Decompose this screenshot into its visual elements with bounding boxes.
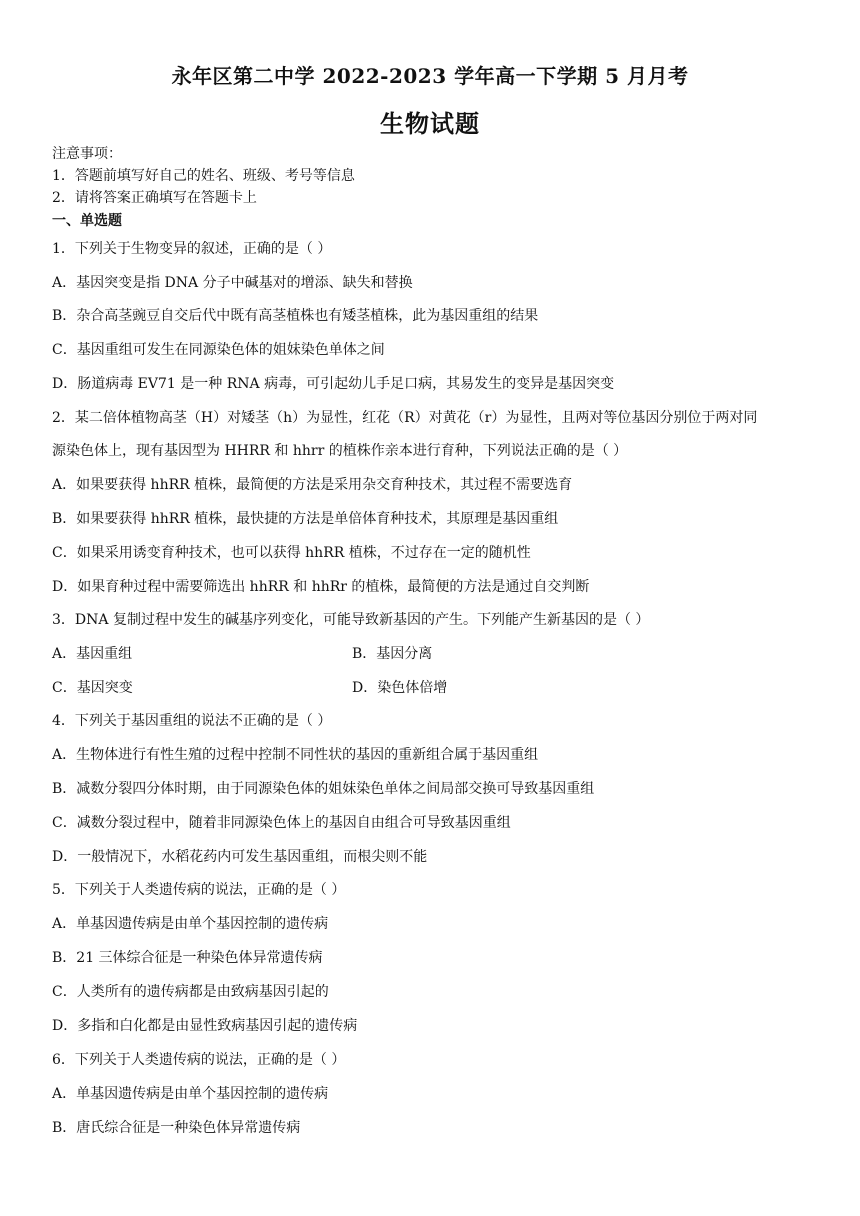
note-item: 2．请将答案正确填写在答题卡上 <box>52 190 257 206</box>
option: D．肠道病毒 EV71 是一种 RNA 病毒，可引起幼儿手足口病，其易发生的变异是基因突变 <box>52 376 615 392</box>
question-stem: 6．下列关于人类遗传病的说法，正确的是（ ） <box>52 1052 346 1068</box>
option: A．如果要获得 hhRR 植株，最简便的方法是采用杂交育种技术，其过程不需要选育 <box>52 477 573 493</box>
option: A．单基因遗传病是由单个基因控制的遗传病 <box>52 1086 329 1102</box>
option: D．多指和白化都是由显性致病基因引起的遗传病 <box>52 1018 358 1034</box>
note-item: 1．答题前填写好自己的姓名、班级、考号等信息 <box>52 168 355 184</box>
option: D．如果育种过程中需要筛选出 hhRR 和 hhRr 的植株，最简便的方法是通过自交判断 <box>52 579 590 595</box>
option: C．如果采用诱变育种技术，也可以获得 hhRR 植株，不过存在一定的随机性 <box>52 545 531 561</box>
option: B．减数分裂四分体时期，由于同源染色体的姐妹染色单体之间局部交换可导致基因重组 <box>52 781 595 797</box>
option: B．基因分离 <box>352 646 433 662</box>
question-stem: 3．DNA 复制过程中发生的碱基序列变化，可能导致新基因的产生。下列能产生新基因的是（ ） <box>52 612 650 628</box>
option: C．基因突变 <box>52 680 133 696</box>
option: A．基因突变是指 DNA 分子中碱基对的增添、缺失和替换 <box>52 275 413 291</box>
question-stem: 5．下列关于人类遗传病的说法，正确的是（ ） <box>52 882 346 898</box>
option: A．单基因遗传病是由单个基因控制的遗传病 <box>52 916 329 932</box>
option: C．基因重组可发生在同源染色体的姐妹染色单体之间 <box>52 342 385 358</box>
option: A．基因重组 <box>52 646 133 662</box>
section-heading: 一、单选题 <box>52 213 122 229</box>
question-stem: 1．下列关于生物变异的叙述，正确的是（ ） <box>52 241 332 257</box>
option: C．减数分裂过程中，随着非同源染色体上的基因自由组合可导致基因重组 <box>52 815 511 831</box>
option: B．唐氏综合征是一种染色体异常遗传病 <box>52 1120 301 1136</box>
option: B．如果要获得 hhRR 植株，最快捷的方法是单倍体育种技术，其原理是基因重组 <box>52 511 559 527</box>
option: D．一般情况下，水稻花药内可发生基因重组，而根尖则不能 <box>52 849 428 865</box>
option: B．杂合高茎豌豆自交后代中既有高茎植株也有矮茎植株，此为基因重组的结果 <box>52 308 539 324</box>
question-stem: 源染色体上，现有基因型为 HHRR 和 hhrr 的植株作亲本进行育种，下列说法正确的是（ ） <box>52 443 628 459</box>
exam-title: 永年区第二中学 2022-2023 学年高一下学期 5 月月考 <box>171 64 689 88</box>
option: B．21 三体综合征是一种染色体异常遗传病 <box>52 950 323 966</box>
option: D．染色体倍增 <box>352 680 448 696</box>
option: A．生物体进行有性生殖的过程中控制不同性状的基因的重新组合属于基因重组 <box>52 747 539 763</box>
question-stem: 2．某二倍体植物高茎（H）对矮茎（h）为显性，红花（R）对黄花（r）为显性，且两对等位基因分别位于两对同 <box>52 410 758 426</box>
option: C．人类所有的遗传病都是由致病基因引起的 <box>52 984 329 1000</box>
exam-subtitle: 生物试题 <box>380 109 480 138</box>
question-stem: 4．下列关于基因重组的说法不正确的是（ ） <box>52 713 332 729</box>
notes-heading: 注意事项： <box>52 146 122 162</box>
